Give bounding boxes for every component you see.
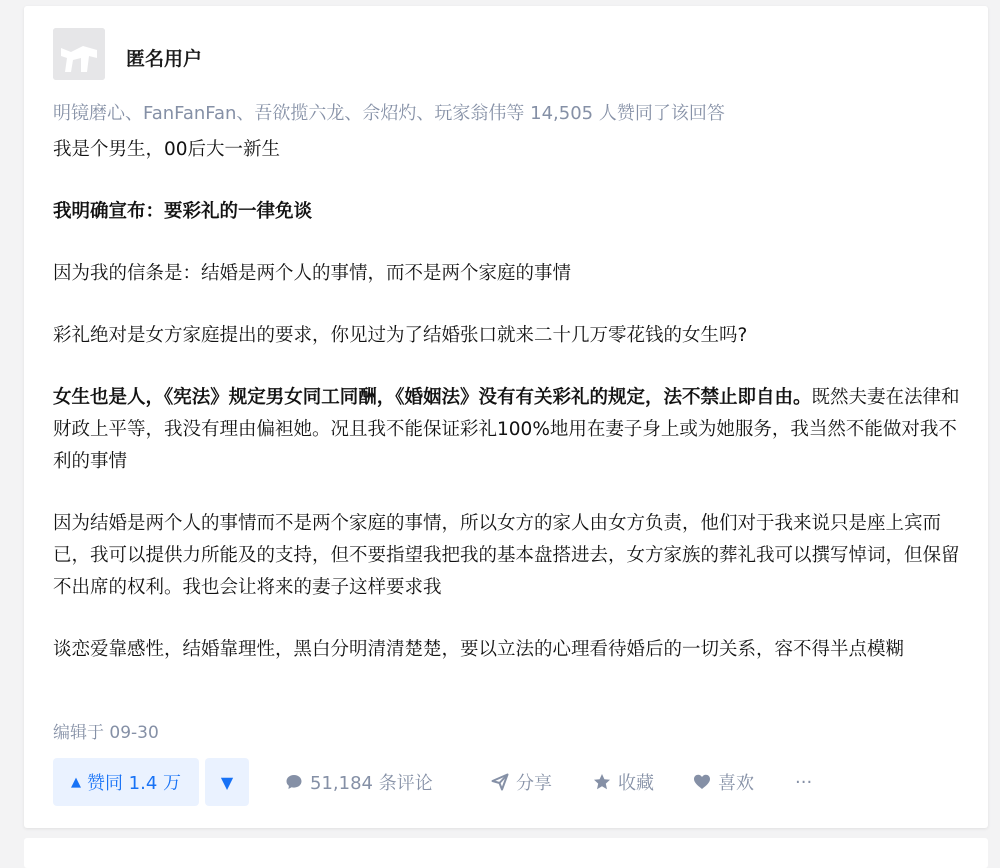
triangle-up-icon: ▲: [70, 774, 81, 790]
share-button[interactable]: [491, 758, 552, 806]
paragraph: 彩礼绝对是女方家庭提出的要求，你见过为了结婚张口就来二十几万零花钱的女生吗?: [53, 325, 748, 346]
comments-label: 51,184 条评论: [310, 773, 433, 794]
heart-icon: [693, 773, 711, 791]
paragraph: 谈恋爱靠感性，结婚靠理性，黑白分明清清楚楚，要以立法的心理看待婚后的一切关系，容不得半点模糊: [53, 639, 905, 660]
bold-text: 女生也是人，《宪法》规定男女同工同酬，《婚姻法》没有有关彩礼的规定，法不禁止即自由。: [53, 387, 812, 408]
vote-up-button[interactable]: [53, 758, 199, 806]
paragraph: [53, 196, 963, 228]
paragraph: 我是个男生，00后大一新生: [53, 139, 281, 160]
paragraph: [53, 382, 963, 478]
voters-line[interactable]: 明镜磨心、FanFanFan、吾欲揽六龙、佘炤灼、玩家翁伟等 14,505 人赞同了该回答: [53, 103, 725, 124]
collect-label: 收藏: [618, 773, 654, 794]
like-button[interactable]: [693, 758, 754, 806]
answer-card: [24, 6, 988, 828]
action-bar: [53, 758, 963, 806]
share-icon: [491, 773, 509, 791]
edited-timestamp[interactable]: 编辑于 09-30: [53, 723, 159, 743]
answer-content: [53, 134, 963, 696]
like-label: 喜欢: [718, 773, 754, 794]
comment-icon: [285, 773, 303, 791]
paragraph: 因为结婚是两个人的事情而不是两个家庭的事情，所以女方的家人由女方负责，他们对于我来说只是座上宾而已，我可以提供力所能及的支持，但不要指望我把我的基本盘搭进去，女方家族的葬礼我可以撰写悼词，但保留不出席的权利。我也会让将来的妻子这样要求我: [53, 513, 960, 598]
avatar[interactable]: [53, 28, 105, 80]
more-icon: ···: [795, 771, 813, 793]
next-card: [24, 838, 988, 868]
comments-button[interactable]: [285, 758, 433, 806]
anonymous-avatar-icon: [53, 28, 105, 80]
bold-text: 我明确宣布：要彩礼的一律免谈: [53, 201, 313, 222]
share-label: 分享: [516, 773, 552, 794]
vote-up-label: 赞同 1.4 万: [86, 773, 182, 794]
vote-down-button[interactable]: [205, 758, 249, 806]
paragraph-text: 既然夫妻在法律和财政上平等，我没有理由偏袒她。况且我不能保证彩礼100%地用在妻子身上或为她服务，我当然不能做对我不利的事情: [53, 387, 960, 472]
collect-button[interactable]: [593, 758, 654, 806]
triangle-down-icon: ▼: [220, 772, 234, 792]
paragraph: 因为我的信条是：结婚是两个人的事情，而不是两个家庭的事情: [53, 263, 572, 284]
author-name[interactable]: 匿名用户: [126, 48, 203, 70]
star-icon: [593, 773, 611, 791]
more-button[interactable]: [795, 758, 812, 806]
